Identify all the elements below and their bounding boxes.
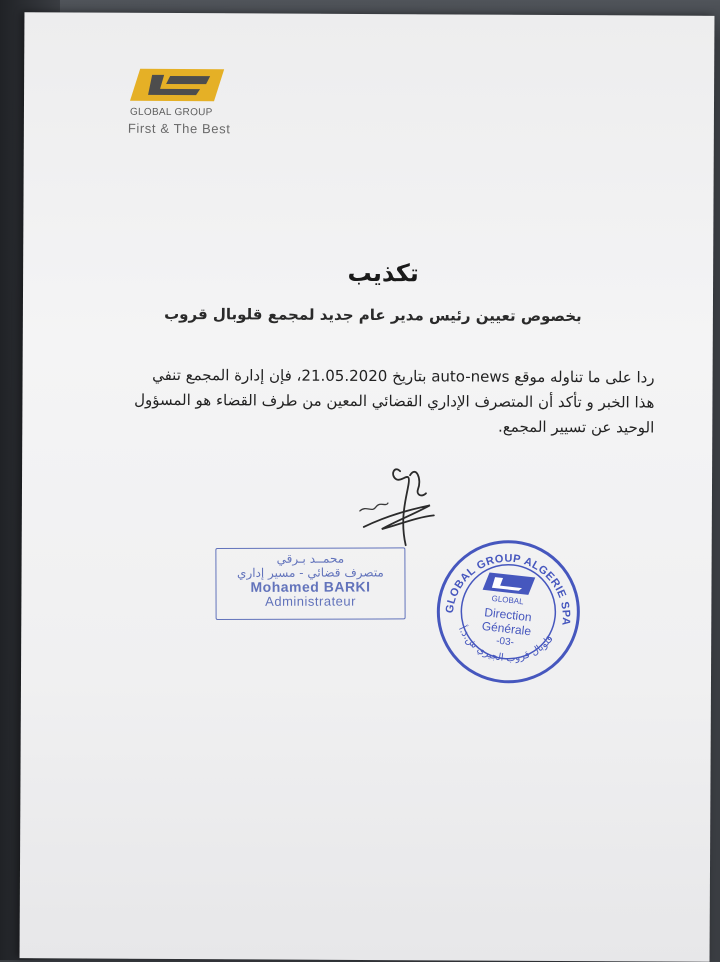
body-line-1-start: ردا على ما تناوله موقع [514, 367, 655, 387]
document-title: تكذيب [347, 258, 419, 288]
stamp-center-line-2: Générale [481, 618, 532, 639]
stamp-arabic-role: متصرف قضائي - مسير إداري [237, 565, 384, 580]
body-line-1-end: ، فإن إدارة المجمع تنفي [152, 365, 302, 385]
website-name: auto-news [431, 367, 510, 386]
body-line-2: هذا الخبر و تأكد أن المتصرف الإداري القضائي المعين من طرف القضاء هو المسؤول [134, 390, 655, 412]
company-name: GLOBAL GROUP [129, 106, 213, 119]
stamp-outer-bottom-text: قلوبال قروب الجيري ش.ذ.أ [455, 624, 556, 665]
company-round-stamp [433, 536, 584, 687]
stamp-logo-icon [483, 572, 536, 595]
document-page [20, 12, 715, 962]
document-body [114, 363, 654, 441]
document-subtitle: بخصوص تعيين رئيس مدير عام جديد لمجمع قلوبال قروب [164, 304, 582, 326]
stamp-outer-top-text: GLOBAL GROUP ALGERIE SPA [443, 552, 572, 627]
stamp-latin-name: Mohamed BARKI [250, 578, 371, 595]
stamp-center-line-3: -03- [495, 635, 515, 649]
stamp-logo-text: GLOBAL [491, 593, 525, 607]
body-line-3: الوحيد عن تسيير المجمع. [498, 417, 655, 437]
stamp-latin-role: Administrateur [265, 593, 356, 609]
letterhead-logo [108, 57, 248, 148]
global-group-logo-icon [130, 67, 226, 106]
stamp-center-line-1: Direction [483, 605, 533, 625]
body-line-1 [115, 363, 655, 391]
name-stamp [215, 547, 405, 620]
statement-date: 21.05.2020 [301, 366, 388, 386]
date-prefix: بتاريخ [392, 367, 427, 386]
company-tagline: First & The Best [127, 120, 231, 137]
stamp-arabic-name: محمــد بـرقي [276, 551, 345, 566]
